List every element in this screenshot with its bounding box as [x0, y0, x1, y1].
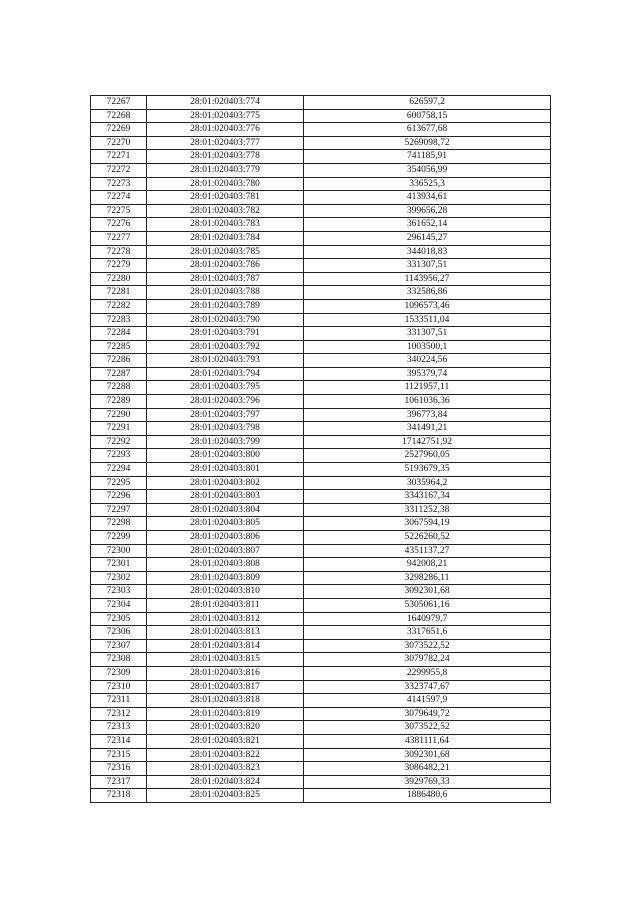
cadastral-value-cell: 1061036,36: [304, 395, 551, 409]
table-row: [91, 109, 551, 123]
cadastral-number-cell: 28:01:020403:800: [147, 449, 304, 463]
row-number-cell: 72286: [91, 354, 147, 368]
row-number-cell: 72298: [91, 517, 147, 531]
cadastral-number-cell: 28:01:020403:813: [147, 626, 304, 640]
table-row: [91, 612, 551, 626]
cadastral-number-cell: 28:01:020403:820: [147, 721, 304, 735]
row-number-cell: 72312: [91, 707, 147, 721]
table-body: [91, 96, 551, 803]
row-number-cell: 72282: [91, 299, 147, 313]
cadastral-value-cell: 354056,99: [304, 163, 551, 177]
table-row: [91, 218, 551, 232]
row-number-cell: 72315: [91, 748, 147, 762]
row-number-cell: 72294: [91, 463, 147, 477]
row-number-cell: 72268: [91, 109, 147, 123]
table-row: [91, 286, 551, 300]
row-number-cell: 72305: [91, 612, 147, 626]
cadastral-number-cell: 28:01:020403:822: [147, 748, 304, 762]
table-row: [91, 204, 551, 218]
table-row: [91, 259, 551, 273]
cadastral-value-cell: 1143956,27: [304, 272, 551, 286]
cadastral-number-cell: 28:01:020403:823: [147, 762, 304, 776]
table-row: [91, 395, 551, 409]
row-number-cell: 72273: [91, 177, 147, 191]
cadastral-number-cell: 28:01:020403:814: [147, 639, 304, 653]
cadastral-number-cell: 28:01:020403:794: [147, 367, 304, 381]
cadastral-number-cell: 28:01:020403:782: [147, 204, 304, 218]
cadastral-value-cell: 2527960,05: [304, 449, 551, 463]
cadastral-number-cell: 28:01:020403:815: [147, 653, 304, 667]
cadastral-number-cell: 28:01:020403:797: [147, 408, 304, 422]
cadastral-number-cell: 28:01:020403:783: [147, 218, 304, 232]
cadastral-value-cell: 3311252,38: [304, 503, 551, 517]
cadastral-value-cell: 341491,21: [304, 422, 551, 436]
cadastral-number-cell: 28:01:020403:807: [147, 544, 304, 558]
row-number-cell: 72311: [91, 694, 147, 708]
cadastral-number-cell: 28:01:020403:779: [147, 163, 304, 177]
table-row: [91, 626, 551, 640]
cadastral-number-cell: 28:01:020403:791: [147, 327, 304, 341]
cadastral-value-cell: 3317651,6: [304, 626, 551, 640]
cadastral-number-cell: 28:01:020403:795: [147, 381, 304, 395]
cadastral-number-cell: 28:01:020403:774: [147, 96, 304, 110]
cadastral-value-cell: 4351137,27: [304, 544, 551, 558]
table-row: [91, 721, 551, 735]
cadastral-value-cell: 336525,3: [304, 177, 551, 191]
cadastral-number-cell: 28:01:020403:790: [147, 313, 304, 327]
row-number-cell: 72279: [91, 259, 147, 273]
cadastral-value-cell: 3092301,68: [304, 748, 551, 762]
row-number-cell: 72296: [91, 490, 147, 504]
row-number-cell: 72283: [91, 313, 147, 327]
cadastral-number-cell: 28:01:020403:819: [147, 707, 304, 721]
table-row: [91, 367, 551, 381]
row-number-cell: 72289: [91, 395, 147, 409]
cadastral-value-cell: 332586,86: [304, 286, 551, 300]
table-row: [91, 680, 551, 694]
cadastral-value-cell: 3067594,19: [304, 517, 551, 531]
row-number-cell: 72318: [91, 789, 147, 803]
cadastral-value-cell: 3073522,52: [304, 639, 551, 653]
table-row: [91, 354, 551, 368]
table-row: [91, 449, 551, 463]
row-number-cell: 72306: [91, 626, 147, 640]
table-row: [91, 789, 551, 803]
table-row: [91, 571, 551, 585]
table-row: [91, 653, 551, 667]
row-number-cell: 72310: [91, 680, 147, 694]
cadastral-number-cell: 28:01:020403:801: [147, 463, 304, 477]
cadastral-number-cell: 28:01:020403:802: [147, 476, 304, 490]
cadastral-value-cell: 626597,2: [304, 96, 551, 110]
cadastral-number-cell: 28:01:020403:780: [147, 177, 304, 191]
cadastral-number-cell: 28:01:020403:821: [147, 734, 304, 748]
cadastral-value-cell: 361652,14: [304, 218, 551, 232]
row-number-cell: 72278: [91, 245, 147, 259]
row-number-cell: 72270: [91, 136, 147, 150]
table-row: [91, 177, 551, 191]
row-number-cell: 72269: [91, 123, 147, 137]
row-number-cell: 72302: [91, 571, 147, 585]
cadastral-value-cell: 296145,27: [304, 231, 551, 245]
cadastral-value-cell: 3343167,34: [304, 490, 551, 504]
cadastral-number-cell: 28:01:020403:792: [147, 340, 304, 354]
row-number-cell: 72316: [91, 762, 147, 776]
cadastral-value-cell: 331307,51: [304, 259, 551, 273]
table-row: [91, 313, 551, 327]
table-row: [91, 476, 551, 490]
row-number-cell: 72288: [91, 381, 147, 395]
cadastral-value-cell: 600758,15: [304, 109, 551, 123]
cadastral-value-cell: 3035964,2: [304, 476, 551, 490]
cadastral-number-cell: 28:01:020403:803: [147, 490, 304, 504]
table-row: [91, 299, 551, 313]
table-row: [91, 163, 551, 177]
row-number-cell: 72299: [91, 531, 147, 545]
cadastral-number-cell: 28:01:020403:816: [147, 666, 304, 680]
cadastral-value-cell: 3323747,67: [304, 680, 551, 694]
cadastral-value-cell: 1533511,04: [304, 313, 551, 327]
table-row: [91, 340, 551, 354]
cadastral-value-cell: 399656,28: [304, 204, 551, 218]
row-number-cell: 72285: [91, 340, 147, 354]
row-number-cell: 72317: [91, 775, 147, 789]
cadastral-number-cell: 28:01:020403:806: [147, 531, 304, 545]
cadastral-value-cell: 5226260,52: [304, 531, 551, 545]
row-number-cell: 72313: [91, 721, 147, 735]
cadastral-number-cell: 28:01:020403:811: [147, 598, 304, 612]
cadastral-value-cell: 4381111,64: [304, 734, 551, 748]
cadastral-number-cell: 28:01:020403:787: [147, 272, 304, 286]
table-row: [91, 327, 551, 341]
row-number-cell: 72271: [91, 150, 147, 164]
cadastral-value-cell: 1640979,7: [304, 612, 551, 626]
row-number-cell: 72281: [91, 286, 147, 300]
cadastral-number-cell: 28:01:020403:789: [147, 299, 304, 313]
cadastral-number-cell: 28:01:020403:809: [147, 571, 304, 585]
row-number-cell: 72295: [91, 476, 147, 490]
cadastral-number-cell: 28:01:020403:778: [147, 150, 304, 164]
cadastral-number-cell: 28:01:020403:798: [147, 422, 304, 436]
table-row: [91, 598, 551, 612]
row-number-cell: 72303: [91, 585, 147, 599]
row-number-cell: 72291: [91, 422, 147, 436]
cadastral-number-cell: 28:01:020403:788: [147, 286, 304, 300]
cadastral-number-cell: 28:01:020403:793: [147, 354, 304, 368]
table-row: [91, 231, 551, 245]
table-row: [91, 531, 551, 545]
table-row: [91, 463, 551, 477]
table-row: [91, 490, 551, 504]
cadastral-number-cell: 28:01:020403:785: [147, 245, 304, 259]
cadastral-value-cell: 613677,68: [304, 123, 551, 137]
table-row: [91, 408, 551, 422]
row-number-cell: 72267: [91, 96, 147, 110]
cadastral-number-cell: 28:01:020403:777: [147, 136, 304, 150]
table-row: [91, 762, 551, 776]
row-number-cell: 72290: [91, 408, 147, 422]
table-row: [91, 245, 551, 259]
cadastral-number-cell: 28:01:020403:818: [147, 694, 304, 708]
cadastral-value-cell: 3079649,72: [304, 707, 551, 721]
row-number-cell: 72274: [91, 191, 147, 205]
row-number-cell: 72293: [91, 449, 147, 463]
cadastral-value-cell: 17142751,92: [304, 435, 551, 449]
table-row: [91, 503, 551, 517]
table-row: [91, 191, 551, 205]
cadastral-value-cell: 3079782,24: [304, 653, 551, 667]
cadastral-value-cell: 5193679,35: [304, 463, 551, 477]
cadastral-number-cell: 28:01:020403:825: [147, 789, 304, 803]
table-row: [91, 517, 551, 531]
table-row: [91, 639, 551, 653]
cadastral-value-cell: 331307,51: [304, 327, 551, 341]
row-number-cell: 72277: [91, 231, 147, 245]
table-row: [91, 123, 551, 137]
table-row: [91, 136, 551, 150]
row-number-cell: 72292: [91, 435, 147, 449]
table-row: [91, 748, 551, 762]
cadastral-number-cell: 28:01:020403:812: [147, 612, 304, 626]
cadastral-number-cell: 28:01:020403:786: [147, 259, 304, 273]
cadastral-value-cell: 741185,91: [304, 150, 551, 164]
cadastral-value-cell: 1886480,6: [304, 789, 551, 803]
table-row: [91, 666, 551, 680]
cadastral-value-cell: 2299955,8: [304, 666, 551, 680]
cadastral-value-cell: 3086482,21: [304, 762, 551, 776]
cadastral-value-cell: 1096573,46: [304, 299, 551, 313]
table-row: [91, 694, 551, 708]
table-row: [91, 707, 551, 721]
cadastral-number-cell: 28:01:020403:796: [147, 395, 304, 409]
table-row: [91, 775, 551, 789]
row-number-cell: 72276: [91, 218, 147, 232]
row-number-cell: 72297: [91, 503, 147, 517]
cadastral-number-cell: 28:01:020403:799: [147, 435, 304, 449]
row-number-cell: 72300: [91, 544, 147, 558]
cadastral-value-cell: 5305061,16: [304, 598, 551, 612]
cadastral-value-cell: 4141597,9: [304, 694, 551, 708]
cadastral-number-cell: 28:01:020403:804: [147, 503, 304, 517]
table-row: [91, 150, 551, 164]
row-number-cell: 72304: [91, 598, 147, 612]
table-row: [91, 734, 551, 748]
table-row: [91, 422, 551, 436]
cadastral-value-cell: 3092301,68: [304, 585, 551, 599]
table-row: [91, 96, 551, 110]
row-number-cell: 72275: [91, 204, 147, 218]
table-row: [91, 435, 551, 449]
cadastral-value-cell: 942008,21: [304, 558, 551, 572]
row-number-cell: 72287: [91, 367, 147, 381]
cadastral-value-cell: 344018,83: [304, 245, 551, 259]
table-row: [91, 381, 551, 395]
row-number-cell: 72309: [91, 666, 147, 680]
cadastral-value-cell: 413934,61: [304, 191, 551, 205]
cadastral-value-cell: 3298286,11: [304, 571, 551, 585]
row-number-cell: 72284: [91, 327, 147, 341]
cadastral-value-cell: 340224,56: [304, 354, 551, 368]
cadastral-value-cell: 396773,84: [304, 408, 551, 422]
table-row: [91, 544, 551, 558]
cadastral-value-cell: 1121957,11: [304, 381, 551, 395]
cadastral-value-cell: 5269098,72: [304, 136, 551, 150]
cadastral-number-cell: 28:01:020403:810: [147, 585, 304, 599]
row-number-cell: 72272: [91, 163, 147, 177]
table-row: [91, 558, 551, 572]
cadastral-number-cell: 28:01:020403:817: [147, 680, 304, 694]
cadastral-value-cell: 395379,74: [304, 367, 551, 381]
table-row: [91, 585, 551, 599]
row-number-cell: 72308: [91, 653, 147, 667]
row-number-cell: 72314: [91, 734, 147, 748]
cadastral-number-cell: 28:01:020403:824: [147, 775, 304, 789]
row-number-cell: 72280: [91, 272, 147, 286]
cadastral-value-cell: 3073522,52: [304, 721, 551, 735]
cadastral-number-cell: 28:01:020403:808: [147, 558, 304, 572]
row-number-cell: 72301: [91, 558, 147, 572]
cadastral-number-cell: 28:01:020403:781: [147, 191, 304, 205]
row-number-cell: 72307: [91, 639, 147, 653]
cadastral-number-cell: 28:01:020403:775: [147, 109, 304, 123]
table-row: [91, 272, 551, 286]
cadastral-value-cell: 3929769,33: [304, 775, 551, 789]
cadastral-value-table: [90, 95, 551, 803]
cadastral-number-cell: 28:01:020403:784: [147, 231, 304, 245]
cadastral-number-cell: 28:01:020403:776: [147, 123, 304, 137]
cadastral-number-cell: 28:01:020403:805: [147, 517, 304, 531]
cadastral-value-cell: 1003500,1: [304, 340, 551, 354]
